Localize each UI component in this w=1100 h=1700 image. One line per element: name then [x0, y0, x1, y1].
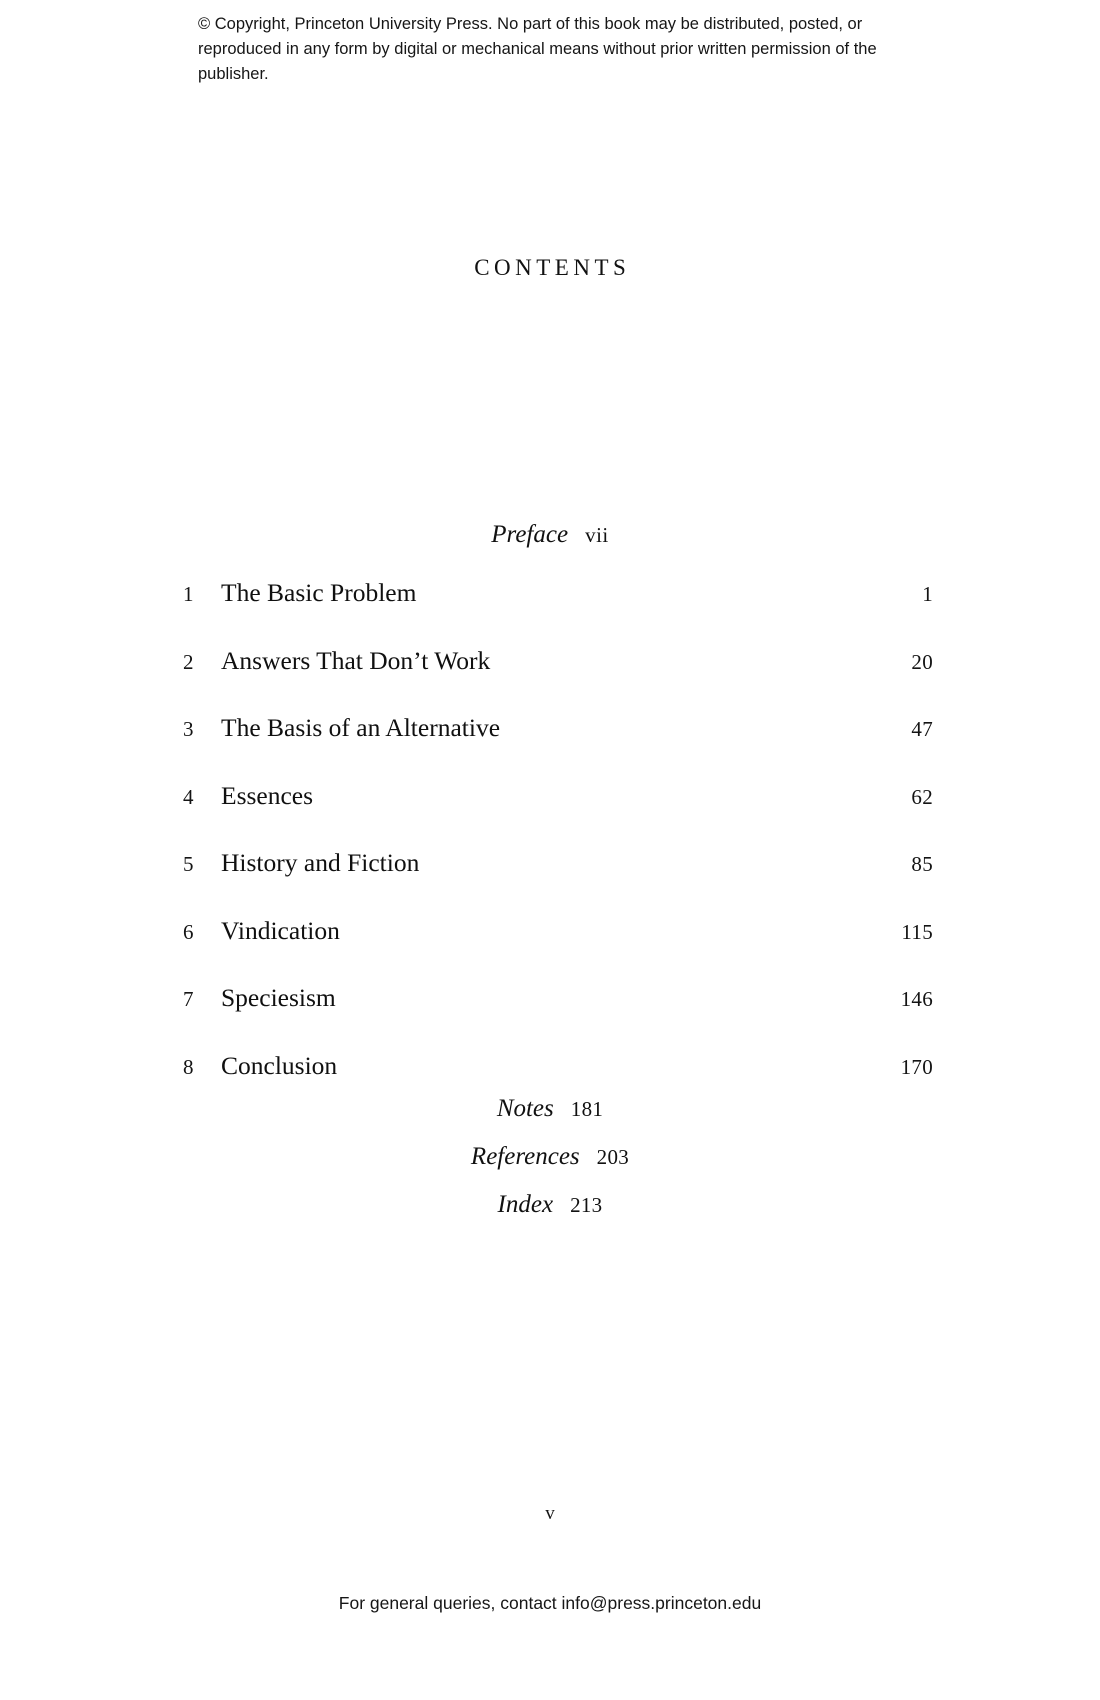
chapter-page-number: 62 — [911, 784, 933, 809]
footer-contact-notice: For general queries, contact info@press.princeton.edu — [338, 1593, 762, 1613]
table-of-contents — [183, 578, 933, 1118]
chapter-page-number: 170 — [900, 1054, 933, 1079]
back-matter-page-number: 213 — [570, 1193, 603, 1217]
list-item[interactable] — [0, 1095, 1100, 1143]
table-row[interactable] — [183, 916, 933, 984]
chapter-title: Conclusion — [221, 1050, 338, 1080]
list-item[interactable] — [0, 1143, 1100, 1191]
back-matter-label: References — [470, 1143, 580, 1170]
chapter-title: Essences — [221, 780, 314, 810]
back-matter-page-number: 181 — [570, 1097, 604, 1121]
chapter-number: 6 — [183, 919, 194, 944]
page-folio: v — [545, 1503, 555, 1524]
table-row[interactable] — [183, 983, 933, 1051]
chapter-number: 1 — [183, 582, 194, 606]
chapter-page-number: 115 — [901, 919, 933, 944]
table-row[interactable] — [183, 646, 933, 714]
back-matter-page-number: 203 — [596, 1145, 630, 1169]
chapter-number: 7 — [183, 987, 194, 1011]
chapter-title: Answers That Don’t Work — [221, 645, 491, 675]
chapter-page-number: 85 — [911, 852, 933, 876]
chapter-number: 5 — [183, 852, 194, 876]
table-row[interactable] — [183, 713, 933, 781]
chapter-title: Speciesism — [221, 983, 336, 1012]
chapter-title: History and Fiction — [221, 848, 420, 877]
chapter-number: 8 — [183, 1054, 194, 1079]
table-row[interactable] — [183, 848, 933, 916]
chapter-number: 2 — [183, 649, 194, 674]
chapter-page-number: 146 — [900, 987, 933, 1011]
back-matter-label: Notes — [496, 1095, 554, 1122]
chapter-title: Vindication — [221, 915, 340, 945]
chapter-number: 4 — [183, 784, 194, 809]
chapter-page-number: 1 — [922, 582, 933, 606]
preface-page-number: vii — [585, 523, 609, 547]
chapter-number: 3 — [183, 717, 194, 741]
chapter-page-number: 47 — [911, 717, 933, 741]
chapter-title: The Basic Problem — [221, 578, 417, 607]
copyright-notice: © Copyright, Princeton University Press. No part of this book may be distributed, posted, or reproduced in any form by digital or mechanical means without prior written permission of the publisher. — [198, 15, 877, 83]
table-row[interactable] — [183, 578, 933, 646]
back-matter-label: Index — [497, 1191, 554, 1218]
toc-entry-preface — [0, 521, 1100, 549]
preface-label: Preface — [491, 521, 569, 548]
back-matter-list — [0, 1095, 1100, 1239]
chapter-page-number: 20 — [911, 649, 933, 674]
chapter-title: The Basis of an Alternative — [221, 713, 501, 742]
table-row[interactable] — [183, 781, 933, 849]
page-title: CONTENTS — [474, 255, 631, 280]
list-item[interactable] — [0, 1191, 1100, 1239]
